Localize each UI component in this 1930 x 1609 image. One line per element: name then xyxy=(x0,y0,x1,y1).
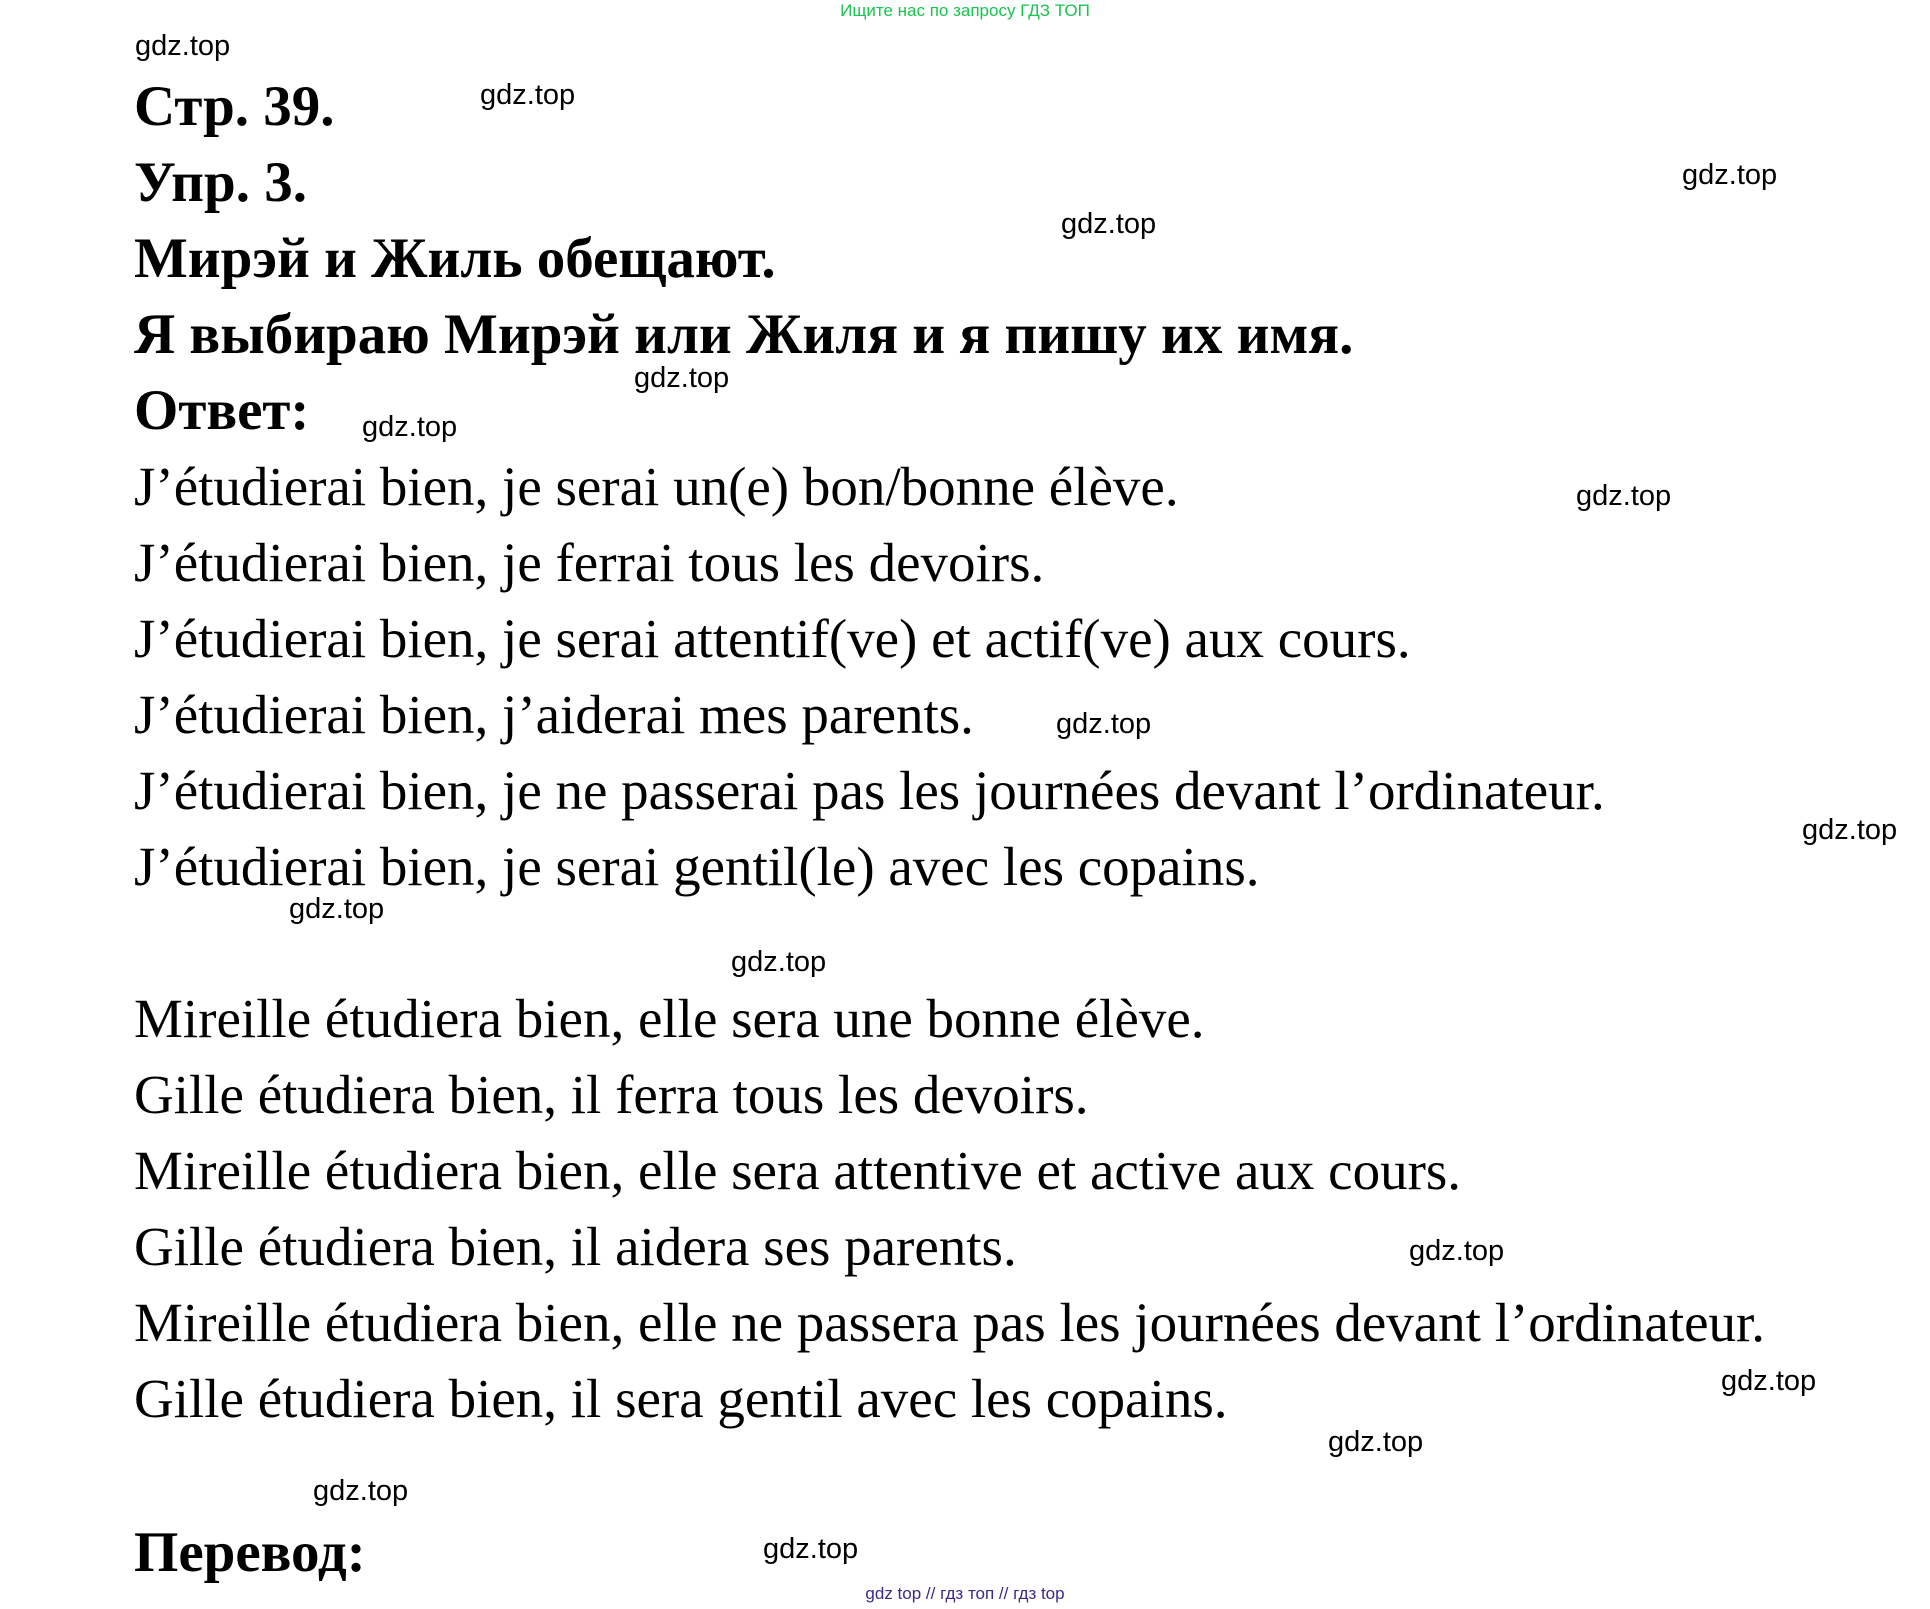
watermark: gdz.top xyxy=(480,79,576,111)
answer-line: J’étudierai bien, je serai gentil(le) avec les copains. xyxy=(134,836,1260,897)
watermark: gdz.top xyxy=(731,946,827,978)
task-title: Мирэй и Жиль обещают. xyxy=(134,227,776,290)
watermark: gdz.top xyxy=(289,893,385,925)
watermark: gdz.top xyxy=(1056,708,1152,740)
task-text: Я выбираю Мирэй или Жиля и я пишу их имя. xyxy=(134,303,1354,366)
watermark: gdz.top xyxy=(1721,1365,1817,1397)
watermark: gdz.top xyxy=(1682,159,1778,191)
watermark: gdz.top xyxy=(1061,208,1157,240)
translation-label: Перевод: xyxy=(134,1521,366,1584)
answer-line: Gille étudiera bien, il aidera ses parents. xyxy=(134,1216,1017,1277)
answer-line: Gille étudiera bien, il sera gentil avec les copains. xyxy=(134,1368,1228,1429)
watermark: gdz.top xyxy=(362,411,458,443)
watermark: gdz.top xyxy=(313,1475,409,1507)
answer-line: Gille étudiera bien, il ferra tous les devoirs. xyxy=(134,1064,1089,1125)
answer-line: J’étudierai bien, j’aiderai mes parents. xyxy=(134,684,974,745)
watermark: gdz.top xyxy=(763,1533,859,1565)
answer-line: Mireille étudiera bien, elle sera une bonne élève. xyxy=(134,988,1205,1049)
exercise-number-heading: Упр. 3. xyxy=(134,151,307,214)
answer-line: Mireille étudiera bien, elle sera attentive et active aux cours. xyxy=(134,1140,1462,1201)
answer-line: J’étudierai bien, je serai un(e) bon/bonne élève. xyxy=(134,456,1179,517)
bottom-banner[interactable]: gdz top // гдз топ // гдз top xyxy=(865,1584,1065,1603)
watermark: gdz.top xyxy=(1409,1235,1505,1267)
answer-line: J’étudierai bien, je serai attentif(ve) et actif(ve) aux cours. xyxy=(134,608,1411,669)
watermark: gdz.top xyxy=(1802,814,1898,846)
watermark: gdz.top xyxy=(135,30,231,62)
watermark: gdz.top xyxy=(1576,480,1672,512)
watermark: gdz.top xyxy=(1328,1426,1424,1458)
answer-line: J’étudierai bien, je ne passerai pas les journées devant l’ordinateur. xyxy=(134,760,1605,821)
answer-line: J’étudierai bien, je ferrai tous les devoirs. xyxy=(134,532,1045,593)
top-banner[interactable]: Ищите нас по запросу ГДЗ ТОП xyxy=(840,1,1090,20)
answer-line: Mireille étudiera bien, elle ne passera pas les journées devant l’ordinateur. xyxy=(134,1292,1766,1353)
watermark: gdz.top xyxy=(634,362,730,394)
answer-label: Ответ: xyxy=(134,379,310,442)
page-number-heading: Стр. 39. xyxy=(134,75,335,138)
